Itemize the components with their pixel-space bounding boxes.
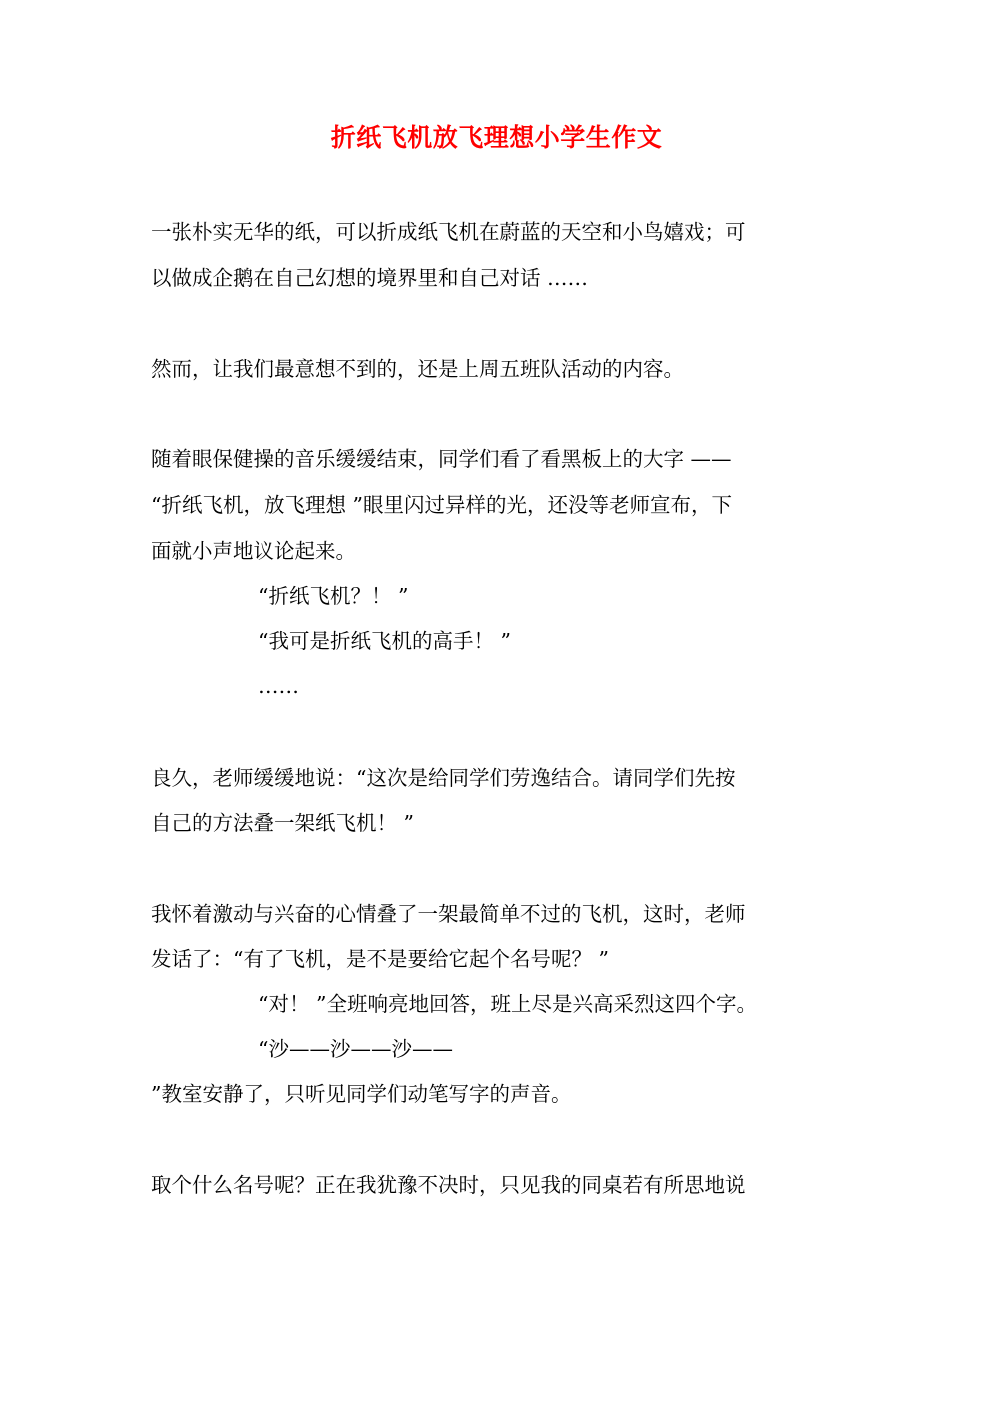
ellipsis-line: …… <box>258 674 299 698</box>
paragraph-line: 随着眼保健操的音乐缓缓结束，同学们看了看黑板上的大字 —— <box>151 447 732 471</box>
paragraph-line: 以做成企鹅在自己幻想的境界里和自己对话 …… <box>151 266 589 290</box>
paragraph-line: 我怀着激动与兴奋的心情叠了一架最简单不过的飞机，这时，老师 <box>151 902 746 926</box>
paragraph-line: “折纸飞机，放飞理想 ”眼里闪过异样的光，还没等老师宣布，下 <box>151 493 732 517</box>
dialogue-line: “对！ ”全班响亮地回答，班上尽是兴高采烈这四个字。 <box>258 992 757 1016</box>
paragraph-line: ”教室安静了，只听见同学们动笔写字的声音。 <box>151 1082 572 1106</box>
paragraph-line: 良久，老师缓缓地说：“这次是给同学们劳逸结合。请同学们先按 <box>151 766 736 790</box>
paragraph-line: 发话了：“有了飞机，是不是要给它起个名号呢？ ” <box>151 947 609 971</box>
dialogue-line: “折纸飞机？！ ” <box>258 584 409 608</box>
dialogue-line: “我可是折纸飞机的高手！ ” <box>258 629 511 653</box>
paragraph-line: 一张朴实无华的纸，可以折成纸飞机在蔚蓝的天空和小鸟嬉戏；可 <box>151 220 746 244</box>
document-title: 折纸飞机放飞理想小学生作文 <box>330 123 663 152</box>
paragraph-line: 取个什么名号呢？正在我犹豫不决时，只见我的同桌若有所思地说 <box>151 1173 746 1197</box>
paragraph-line: 面就小声地议论起来。 <box>151 539 356 563</box>
paragraph-line: 自己的方法叠一架纸飞机！ ” <box>151 811 414 835</box>
dialogue-line: “沙——沙——沙—— <box>258 1037 453 1061</box>
paragraph-line: 然而，让我们最意想不到的，还是上周五班队活动的内容。 <box>151 357 684 381</box>
